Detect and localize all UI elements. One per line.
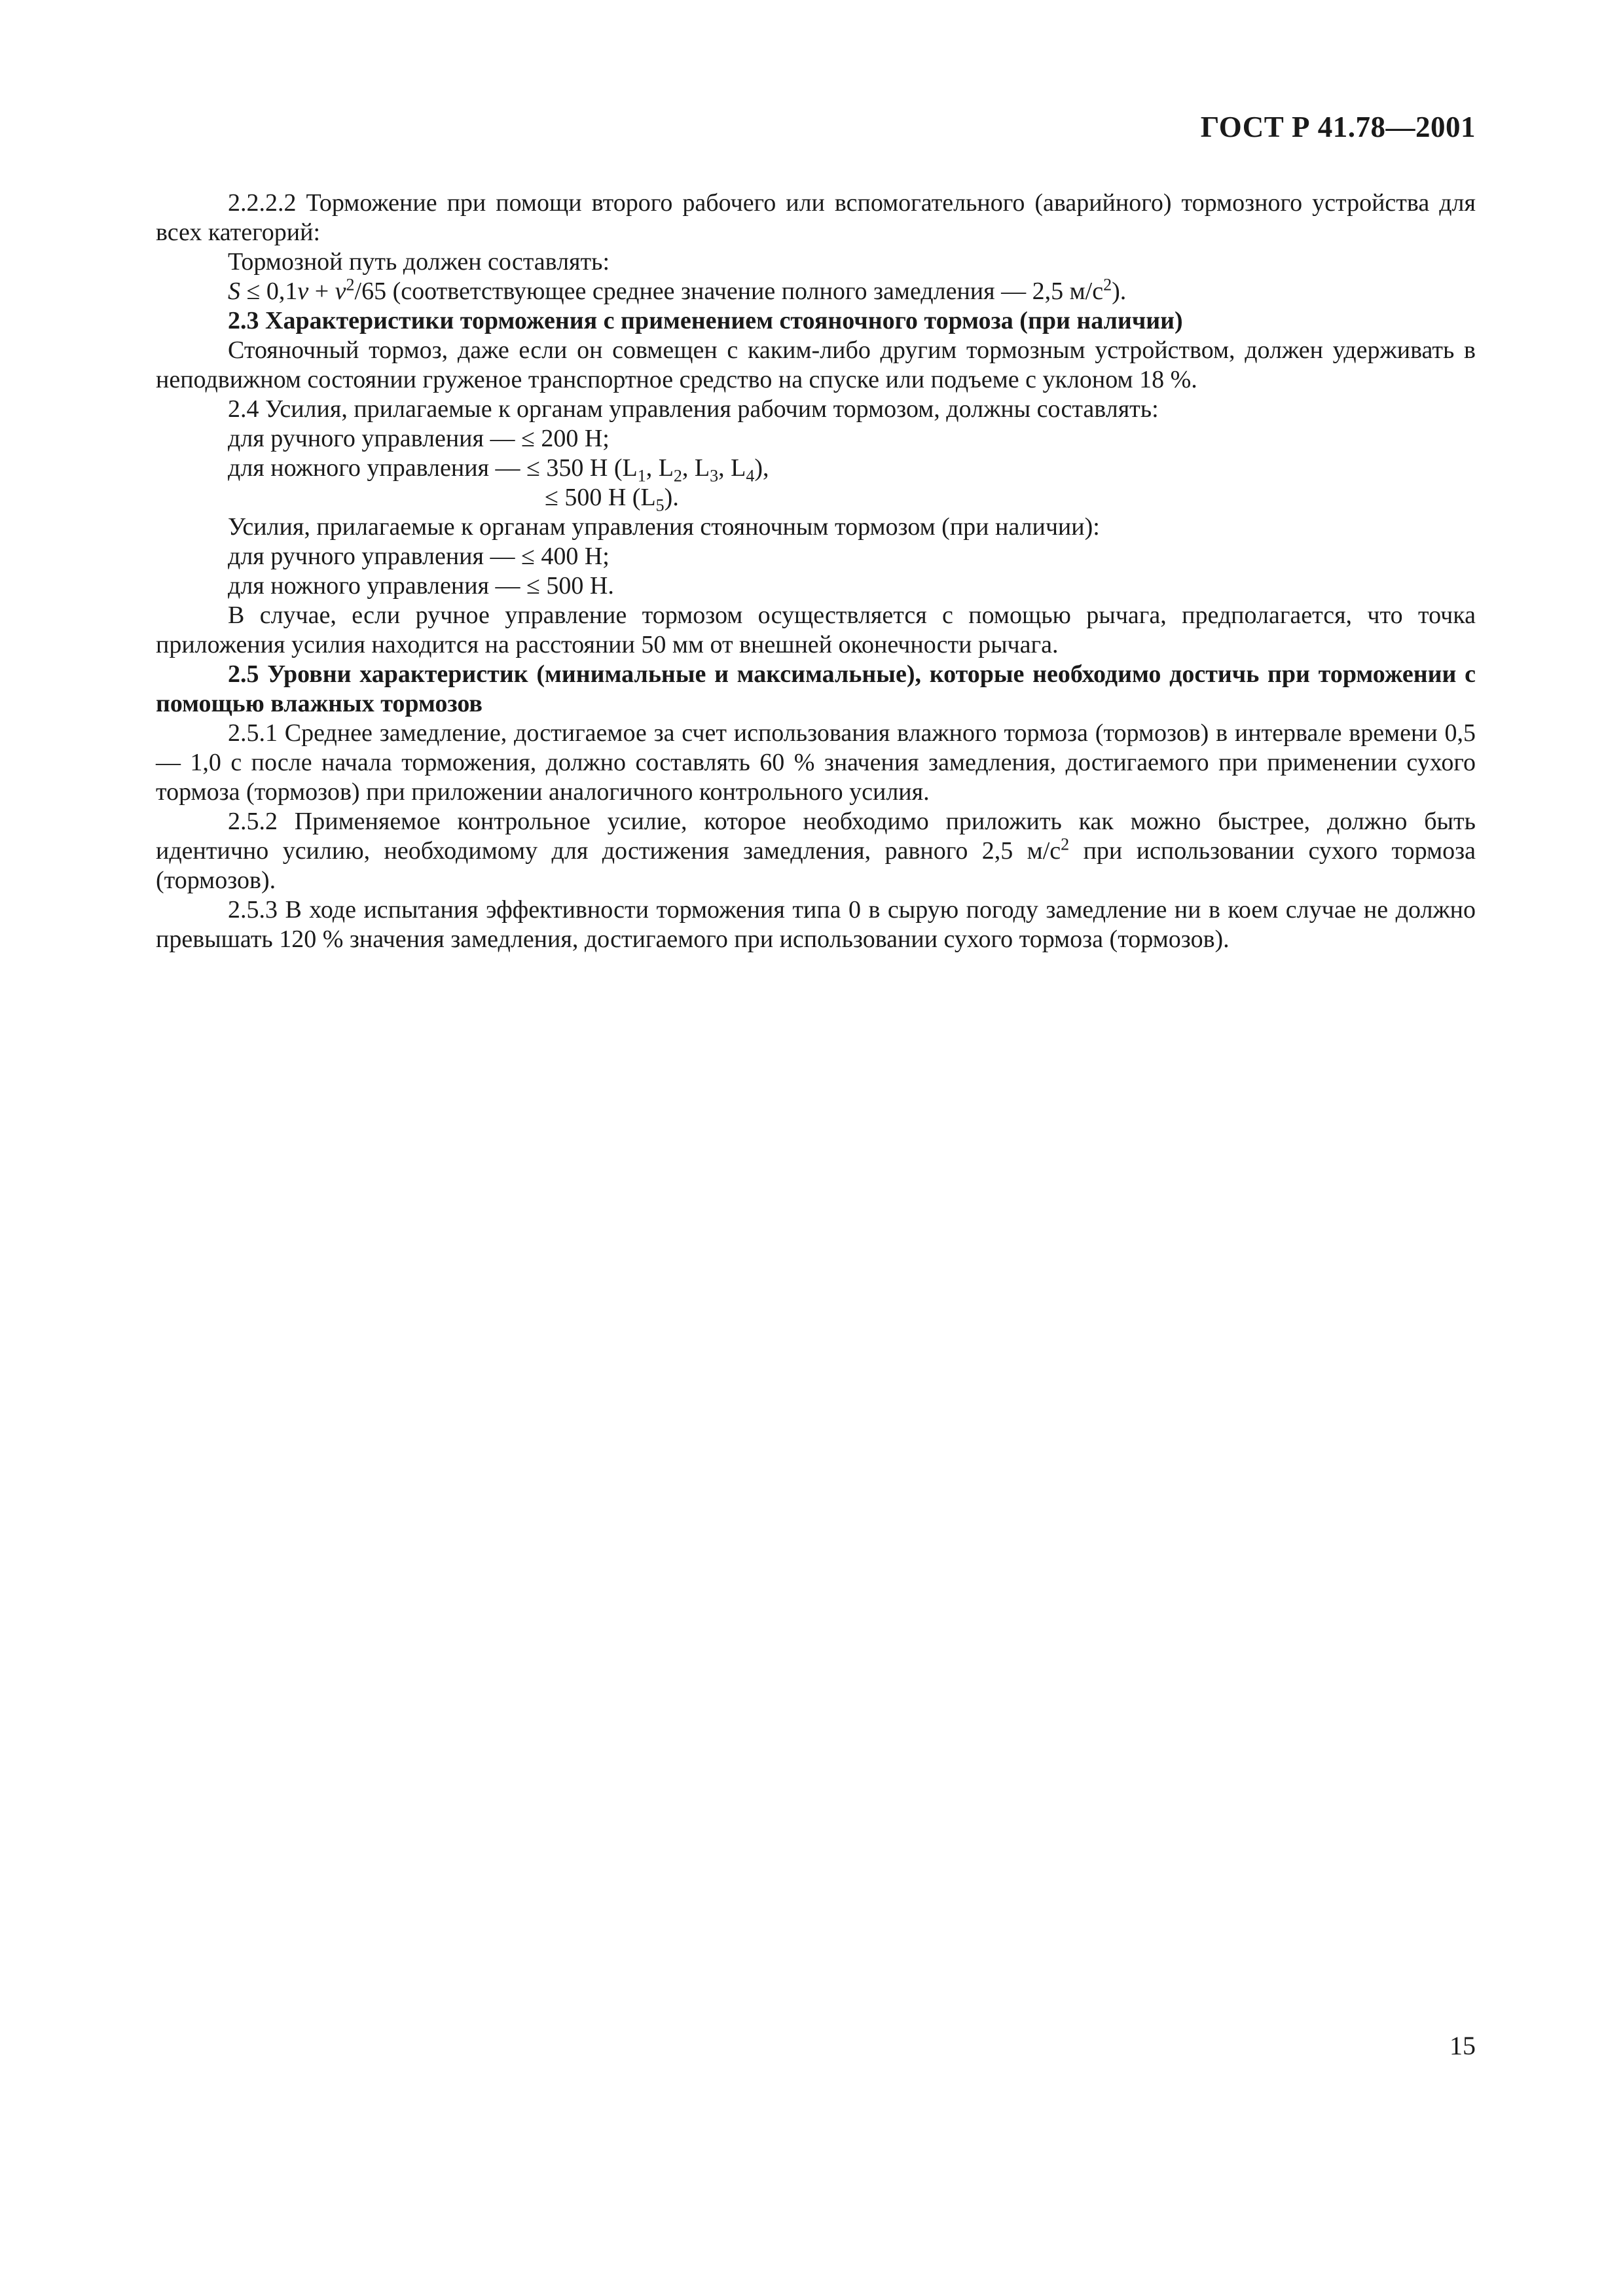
sep-3: , L	[718, 454, 746, 482]
foot-control-end: ),	[754, 454, 769, 482]
paragraph-2-5-2	[156, 807, 1476, 895]
paragraph-braking-distance: Тормозной путь должен составлять:	[228, 248, 610, 276]
formula-plus: +	[308, 278, 335, 305]
paragraph-parking-forces: Усилия, прилагаемые к органам управления стояночным тормозом (при наличии):	[228, 513, 1100, 541]
hand-control-service: для ручного управления — ≤ 200 Н;	[228, 425, 610, 452]
p252-text-a: 2.5.2 Применяемое контрольное усилие, которое необходимо приложить как можно быстрее, должно быть идентично усилию, необходимому для достижения замедления, равного 2,5 м/с	[156, 808, 1476, 865]
l5-end: ).	[664, 484, 679, 511]
formula-v2: v	[335, 278, 346, 305]
foot-control-parking: для ножного управления — ≤ 500 Н.	[228, 572, 614, 600]
paragraph-2-4: 2.4 Усилия, прилагаемые к органам управления рабочим тормозом, должны составлять:	[228, 395, 1159, 423]
standard-header: ГОСТ Р 41.78—2001	[1200, 111, 1476, 143]
hand-control-parking: для ручного управления — ≤ 400 Н;	[228, 543, 610, 570]
paragraph-lever: В случае, если ручное управление тормозом осуществляется с помощью рычага, предполагается, что точка приложения усилия находится на расстоянии 50 мм от внешней оконечности рычага.	[156, 601, 1476, 658]
formula-s: S	[228, 278, 240, 305]
foot-control-text: для ножного управления — ≤ 350 Н (L	[228, 454, 638, 482]
document-body	[156, 188, 1476, 954]
foot-control-service	[156, 454, 1476, 486]
formula-part-b: /65 (соответствующее среднее значение полного замедления — 2,5 м/с	[354, 278, 1104, 305]
formula-exp: 2	[346, 275, 355, 295]
sub-l5: 5	[655, 495, 665, 515]
formula-part-c: ).	[1112, 278, 1127, 305]
p252-sup: 2	[1061, 834, 1070, 854]
sub-l4: 4	[746, 466, 755, 486]
paragraph-parking-brake: Стояночный тормоз, даже если он совмещен с каким-либо другим тормозным устройством, должен удерживать в неподвижном состоянии груженое транспортное средство на спуске или подъеме с уклоном 18 %.	[156, 336, 1476, 393]
heading-2-5: 2.5 Уровни характеристик (минимальные и максимальные), которые необходимо достичь при торможении с помощью влажных тормозов	[156, 660, 1476, 717]
sub-l2: 2	[673, 466, 682, 486]
braking-formula	[156, 277, 1476, 306]
foot-control-l5	[156, 483, 1476, 515]
p252-text-b: при использовании сухого тормоза (тормозов).	[156, 837, 1476, 894]
formula-exp2: 2	[1103, 275, 1112, 295]
l5-text: ≤ 500 Н (L	[545, 484, 656, 511]
sep-1: , L	[646, 454, 674, 482]
paragraph-2-2-2-2: 2.2.2.2 Торможение при помощи второго рабочего или вспомогательного (аварийного) тормозного устройства для всех категорий:	[156, 189, 1476, 246]
page-number: 15	[1450, 2031, 1476, 2060]
sub-l3: 3	[710, 466, 719, 486]
sub-l1: 1	[637, 466, 646, 486]
heading-2-3: 2.3 Характеристики торможения с применением стояночного тормоза (при наличии)	[228, 307, 1183, 334]
formula-part-a: ≤ 0,1	[240, 278, 298, 305]
formula-v1: v	[297, 278, 309, 305]
paragraph-2-5-1: 2.5.1 Среднее замедление, достигаемое за счет использования влажного тормоза (тормозов) в интервале времени 0,5 — 1,0 с после начала торможения, должно составлять 60 % значения замедления, достигаемого при применении сухого тормоза (тормозов) при приложении аналогичного контрольного усилия.	[156, 719, 1476, 806]
sep-2: , L	[682, 454, 710, 482]
paragraph-2-5-3: 2.5.3 В ходе испытания эффективности торможения типа 0 в сырую погоду замедление ни в коем случае не должно превышать 120 % значения замедления, достигаемого при использовании сухого тормоза (тормозов).	[156, 896, 1476, 953]
